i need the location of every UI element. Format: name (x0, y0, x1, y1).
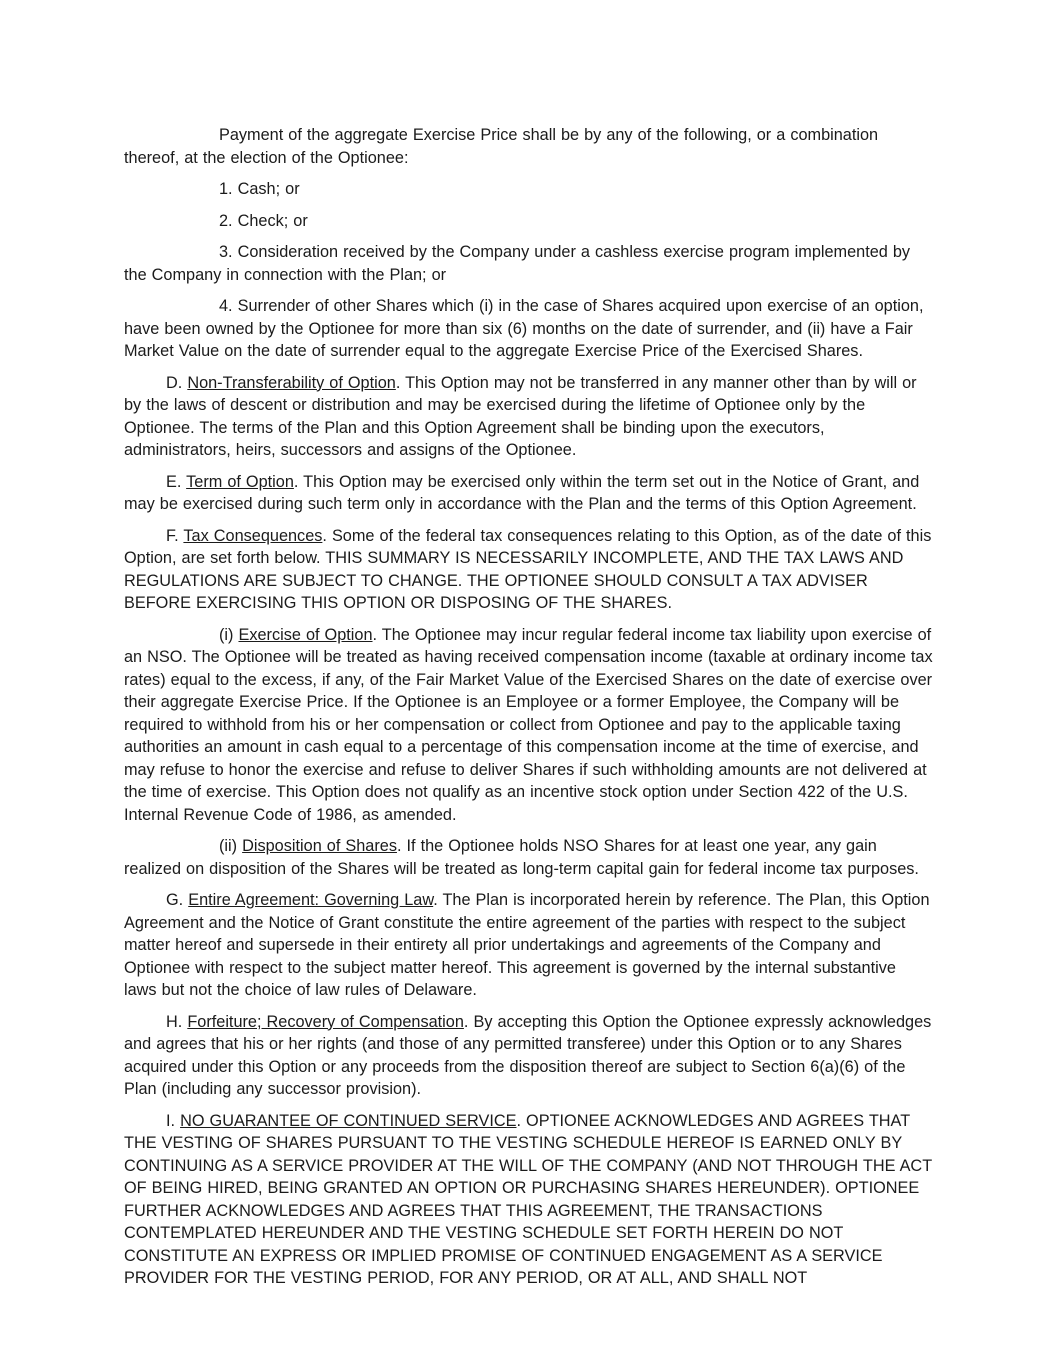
section-i-no-guarantee (124, 1110, 933, 1290)
subsection-ii-disposition-of-shares (124, 835, 933, 880)
paragraph-text: Payment of the aggregate Exercise Price shall be by any of the following, or a combination thereof, at the election of the Optionee: (124, 126, 879, 167)
section-body: . The Plan is incorporated herein by reference. The Plan, this Option Agreement and the Notice of Grant constitute the entire agreement of the parties with respect to the subject matter hereof and supersede in their entirety all prior undertakings and agreements of the Company and Optionee with respect to the subject matter hereof. This agreement is governed by the internal substantive laws but not the choice of law rules of Delaware. (124, 891, 930, 999)
section-prefix: I. (166, 1111, 181, 1130)
section-e-term-of-option (124, 471, 933, 516)
section-prefix: H. (166, 1012, 188, 1031)
section-body: . The Optionee may incur regular federal income tax liability upon exercise of an NSO. The Optionee will be treated as having received compensation income (taxable at ordinary income tax rates) equal to the excess, if any, of the Fair Market Value of the Exercised Shares on the date of exercise over their aggregate Exercise Price. If the Optionee is an Employee or a former Employee, the Company will be required to withhold from his or her compensation or collect from Optionee and pay to the applicable taxing authorities an amount in cash equal to a percentage of this compensation income at the time of exercise, and may refuse to honor the exercise and refuse to deliver Shares if such withholding amounts are not delivered at the time of exercise. This Option does not qualify as an incentive stock option under Section 422 of the U.S. Internal Revenue Code of 1986, as amended. (124, 625, 933, 824)
section-prefix: G. (166, 891, 189, 909)
section-heading: Exercise of Option (238, 625, 373, 644)
section-heading: Tax Consequences (183, 526, 323, 545)
section-prefix: D. (166, 373, 188, 392)
section-d-non-transferability (124, 372, 933, 462)
section-heading: Forfeiture; Recovery of Compensation (187, 1012, 464, 1031)
section-body: . This Option may not be transferred in any manner other than by will or by the laws of descent or distribution and may be exercised during the lifetime of Optionee only by the Optionee. The terms of the Plan and this Option Agreement shall be binding upon the executors, administrators, heirs, successors and assigns of the Optionee. (124, 373, 917, 459)
section-body: . If the Optionee holds NSO Shares for at least one year, any gain realized on disposition of the Shares will be treated as long-term capital gain for federal income tax purposes. (124, 837, 919, 878)
paragraph-payment-intro (124, 124, 933, 169)
section-prefix: E. (166, 472, 187, 491)
list-item-text: 3. Consideration received by the Company under a cashless exercise program implemented by the Company in connection with the Plan; or (124, 243, 911, 284)
section-prefix: (i) (219, 625, 239, 644)
section-heading: Non-Transferability of Option (187, 373, 396, 392)
subsection-i-exercise-of-option (124, 624, 933, 827)
list-item-text: 4. Surrender of other Shares which (i) in the case of Shares acquired upon exercise of an option, have been owned by the Optionee for more than six (6) months on the date of surrender, and (ii) have a Fair Market Value on the date of surrender equal to the aggregate Exercise Price of the Exercised Shares. (124, 297, 924, 360)
section-f-tax-consequences (124, 525, 933, 615)
section-body: . This Option may be exercised only within the term set out in the Notice of Grant, and may be exercised during such term only in accordance with the Plan and the terms of this Option Agreement. (124, 472, 920, 513)
section-heading: NO GUARANTEE OF CONTINUED SERVICE (180, 1111, 517, 1130)
section-prefix: F. (166, 526, 184, 545)
list-item-cashless-exercise (124, 241, 933, 286)
list-item-cash (124, 178, 933, 201)
list-item-check (124, 210, 933, 233)
list-item-surrender-shares (124, 295, 933, 363)
section-body: . By accepting this Option the Optionee expressly acknowledges and agrees that his or her rights (and those of any permitted transferee) under this Option or to any Shares acquired under this Option or any proceeds from the disposition thereof are subject to Section 6(a)(6) of the Plan (including any successor provision). (124, 1012, 932, 1098)
section-body: . OPTIONEE ACKNOWLEDGES AND AGREES THAT THE VESTING OF SHARES PURSUANT TO THE VESTING SCHEDULE HEREOF IS EARNED ONLY BY CONTINUING AS A SERVICE PROVIDER AT THE WILL OF THE COMPANY (AND NOT THROUGH THE ACT OF BEING HIRED, BEING GRANTED AN OPTION OR PURCHASING SHARES HEREUNDER). OPTIONEE FURTHER ACKNOWLEDGES AND AGREES THAT THIS AGREEMENT, THE TRANSACTIONS CONTEMPLATED HEREUNDER AND THE VESTING SCHEDULE SET FORTH HEREIN DO NOT CONSTITUTE AN EXPRESS OR IMPLIED PROMISE OF CONTINUED ENGAGEMENT AS A SERVICE PROVIDER FOR THE VESTING PERIOD, FOR ANY PERIOD, OR AT ALL, AND SHALL NOT (124, 1111, 932, 1287)
section-g-entire-agreement (124, 889, 933, 1002)
list-item-text: 1. Cash; or (219, 180, 300, 198)
section-prefix: (ii) (219, 837, 243, 855)
list-item-text: 2. Check; or (219, 211, 308, 230)
section-heading: Disposition of Shares (242, 837, 397, 855)
section-body: . Some of the federal tax consequences relating to this Option, as of the date of this Option, are set forth below. THIS SUMMARY IS NECESSARILY INCOMPLETE, AND THE TAX LAWS AND REGULATIONS ARE SUBJECT TO CHANGE. THE OPTIONEE SHOULD CONSULT A TAX ADVISER BEFORE EXERCISING THIS OPTION OR DISPOSING OF THE SHARES. (124, 526, 932, 612)
section-heading: Entire Agreement: Governing Law (188, 891, 434, 909)
section-heading: Term of Option (186, 472, 294, 491)
section-h-forfeiture (124, 1011, 933, 1101)
